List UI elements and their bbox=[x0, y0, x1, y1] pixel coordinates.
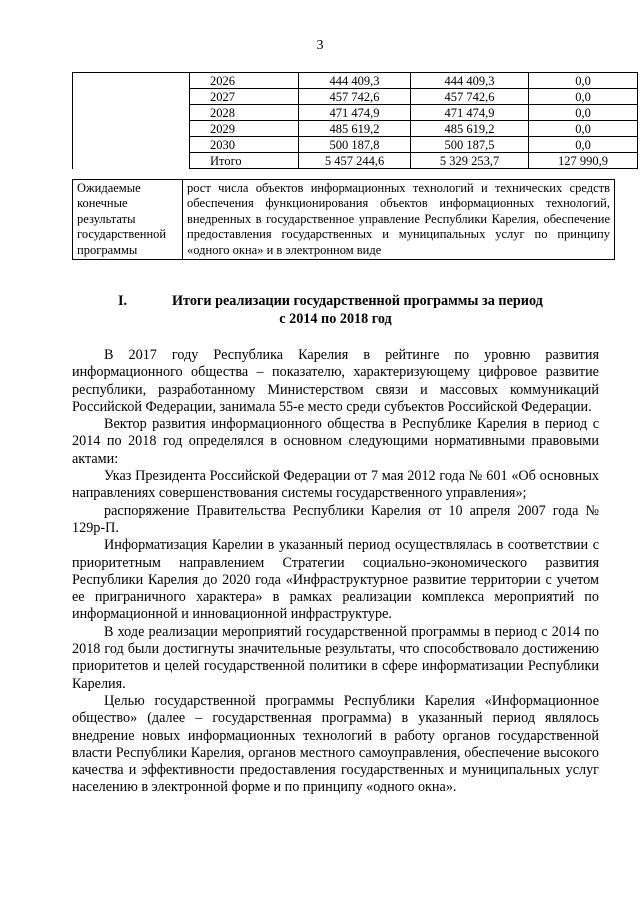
results-text: рост числа объектов информационных технологий и технических средств обеспечения функционирования объектов информационных технологий, внедренных в государственное управление Республики Карелия, обеспечение предоставления государственных и муниципальных услуг по принципу «одного окна» и в электронном виде bbox=[183, 180, 615, 260]
budget-cell: 500 187,5 bbox=[411, 137, 529, 153]
budget-cell: 457 742,6 bbox=[411, 89, 529, 105]
paragraph: В ходе реализации мероприятий государственной программы в период с 2014 по 2018 год были достигнуты значительные результаты, что способствовало достижению приоритетов и целей государственной политики в сфере информатизации Республики Карелия. bbox=[72, 623, 599, 692]
budget-cell: 444 409,3 bbox=[411, 73, 529, 89]
year-cell: 2026 bbox=[190, 73, 299, 89]
section-title-line1: Итоги реализации государственной программы за период bbox=[172, 293, 543, 309]
other-cell: 0,0 bbox=[529, 73, 638, 89]
other-cell: 0,0 bbox=[529, 121, 638, 137]
paragraph: Информатизация Карелии в указанный период осуществлялась в соответствии с приоритетным направлением Стратегии социально-экономического развития Республики Карелия до 2020 года «Инфраструктурное развитие территории с учетом ее приграничного характера» в рамках реализации комплекса мероприятий по информационной и инновационной инфраструктуре. bbox=[72, 537, 599, 623]
empty-label-cell bbox=[73, 121, 190, 137]
table-row bbox=[73, 121, 638, 137]
other-cell: 0,0 bbox=[529, 105, 638, 121]
budget-cell: 485 619,2 bbox=[411, 121, 529, 137]
empty-label-cell bbox=[73, 137, 190, 153]
total-cell: 444 409,3 bbox=[299, 73, 411, 89]
paragraph: Целью государственной программы Республики Карелия «Информационное общество» (далее – государственная программа) в указанный период являлось внедрение новых информационных технологий в работу органов государственной власти Республики Карелия, органов местного самоуправления, обеспечение высокого качества и эффективности предоставления государственных и муниципальных услуг населению в электронной форме и по принципу «одного окна». bbox=[72, 692, 599, 796]
empty-label-cell bbox=[73, 153, 190, 169]
page-number: 3 bbox=[316, 38, 324, 53]
table-row bbox=[73, 137, 638, 153]
section-number: I. bbox=[118, 293, 128, 309]
finance-table bbox=[72, 72, 638, 169]
paragraph: Вектор развития информационного общества в Республике Карелия в период с 2014 по 2018 год определялся в основном следующими нормативными правовыми актами: bbox=[72, 416, 599, 467]
table-row bbox=[73, 89, 638, 105]
total-cell: 457 742,6 bbox=[299, 89, 411, 105]
budget-cell: 5 329 253,7 bbox=[411, 153, 529, 169]
section-title-line2: с 2014 по 2018 год bbox=[279, 311, 392, 327]
results-row bbox=[73, 180, 615, 260]
results-label: Ожидаемые конечные результаты государственной программы bbox=[73, 180, 183, 260]
other-cell: 0,0 bbox=[529, 89, 638, 105]
total-cell: 485 619,2 bbox=[299, 121, 411, 137]
table-row bbox=[73, 105, 638, 121]
results-table bbox=[72, 179, 615, 260]
total-cell: 500 187,8 bbox=[299, 137, 411, 153]
table-row bbox=[73, 73, 638, 89]
year-cell: Итого bbox=[190, 153, 299, 169]
total-cell: 471 474,9 bbox=[299, 105, 411, 121]
year-cell: 2027 bbox=[190, 89, 299, 105]
empty-label-cell bbox=[73, 73, 190, 89]
budget-cell: 471 474,9 bbox=[411, 105, 529, 121]
paragraph: Указ Президента Российской Федерации от 7 мая 2012 года № 601 «Об основных направлениях совершенствования системы государственного управления»; bbox=[72, 468, 599, 502]
paragraph: В 2017 году Республика Карелия в рейтинге по уровню развития информационного общества – показателю, характеризующему цифровое развитие республики, разработанному Министерством связи и массовых коммуникаций Российской Федерации, занимала 55-е место среди субъектов Российской Федерации. bbox=[72, 347, 599, 415]
empty-label-cell bbox=[73, 89, 190, 105]
empty-label-cell bbox=[73, 105, 190, 121]
year-cell: 2030 bbox=[190, 137, 299, 153]
table-row bbox=[73, 153, 638, 169]
year-cell: 2028 bbox=[190, 105, 299, 121]
year-cell: 2029 bbox=[190, 121, 299, 137]
body-text bbox=[72, 347, 599, 797]
other-cell: 0,0 bbox=[529, 137, 638, 153]
total-cell: 5 457 244,6 bbox=[299, 153, 411, 169]
other-cell: 127 990,9 bbox=[529, 153, 638, 169]
paragraph: распоряжение Правительства Республики Карелия от 10 апреля 2007 года № 129р-П. bbox=[72, 502, 599, 536]
